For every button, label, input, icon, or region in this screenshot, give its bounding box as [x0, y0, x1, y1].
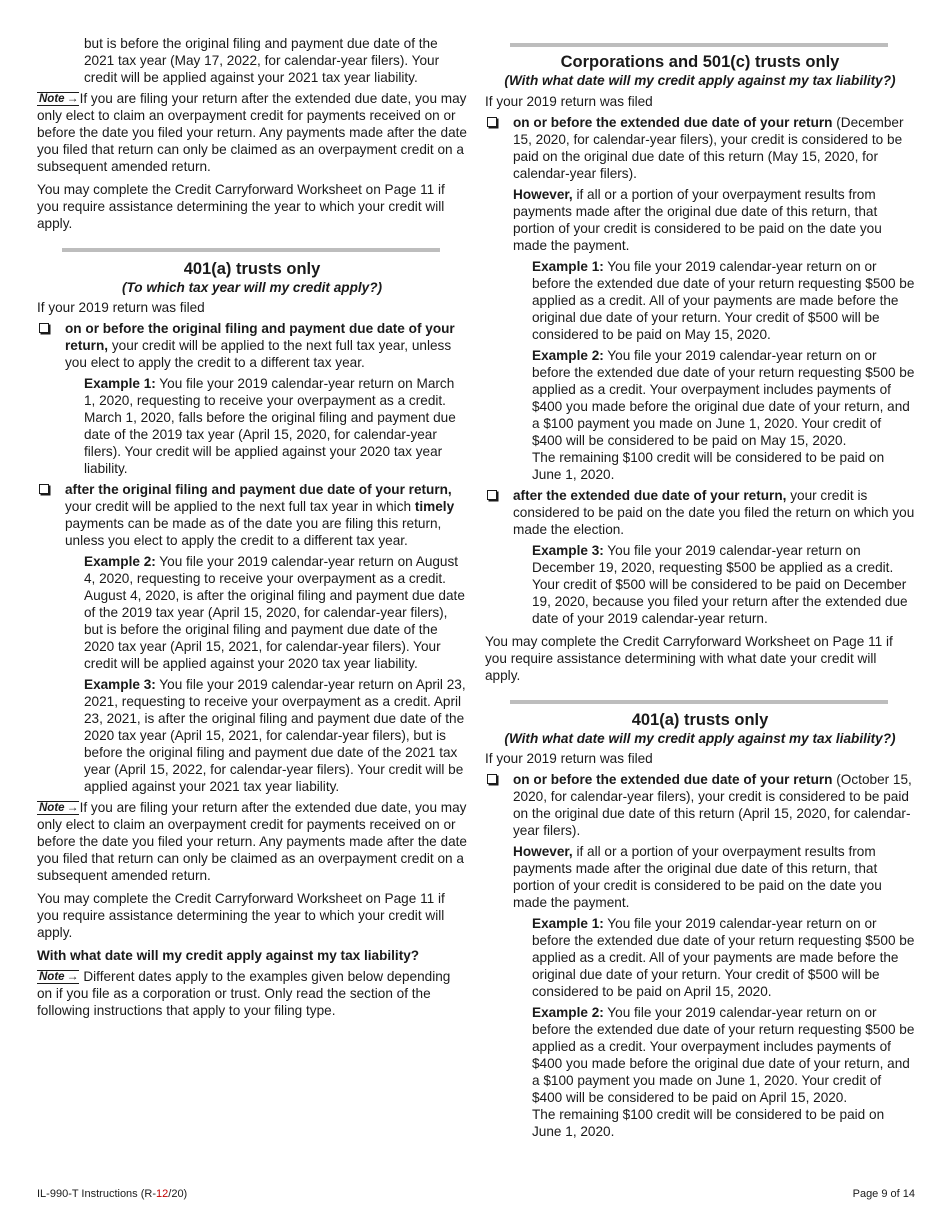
example-paragraph: Example 2: You file your 2019 calendar-year return on or before the extended due date of your return requesting $500 be applied as a credit. Your overpayment includes payments of $400 you made before the original due date of your return, and a $100 payment you made on June 1, 2020. Your credit of $400 will be considered to be paid on April 15, 2020. — [532, 1005, 915, 1105]
section-divider — [62, 248, 440, 252]
section-subtitle: (With what date will my credit apply against my tax liability?) — [504, 73, 896, 88]
left-column — [37, 0, 467, 1019]
note-paragraph: Note → If you are filing your return after the extended due date, you may only elect to claim an overpayment credit for payments received on or before the date you filed your return. Any payments made after the date you filed that return can only be claimed as an overpayment credit on a subsequent amended return. — [37, 91, 467, 174]
if-filed-label: If your 2019 return was filed — [485, 94, 653, 109]
checkbox-option: after the extended due date of your return, your credit is considered to be paid on the date you filed the return on which you made the election. — [485, 487, 915, 538]
example-paragraph: Example 1: You file your 2019 calendar-year return on or before the extended due date of your return requesting $500 be applied as a credit. All of your payments are made before the original due date of your return. Your credit of $500 will be considered to be paid on April 15, 2020. — [532, 916, 915, 999]
checkbox-option: after the original filing and payment due date of your return, your credit will be applied to the next full tax year in which timely payments can be made as of the date you are filing this return, unless you elect to apply the credit to a different tax year. — [37, 481, 467, 549]
if-filed-label: If your 2019 return was filed — [37, 300, 205, 315]
section-divider — [510, 43, 888, 47]
however-paragraph: However, if all or a portion of your overpayment results from payments made after the original due date of this return, that portion of your credit is considered to be paid on the date you made the payment. — [513, 844, 882, 910]
checkbox-icon — [487, 774, 497, 784]
example-remainder: The remaining $100 credit will be considered to be paid on June 1, 2020. — [532, 1107, 885, 1139]
checkbox-icon — [487, 490, 497, 500]
note-paragraph: Note → Different dates apply to the examples given below depending on if you file as a corporation or trust. Only read the section of the following instructions that apply to your filing type. — [37, 969, 451, 1018]
if-filed-label: If your 2019 return was filed — [485, 751, 653, 766]
checkbox-icon — [487, 117, 497, 127]
note-paragraph: Note → If you are filing your return after the extended due date, you may only elect to claim an overpayment credit for payments received on or before the date you filed your return. Any payments made after the date you filed that return can only be claimed as an overpayment credit on a subsequent amended return. — [37, 800, 467, 883]
section-subtitle: (With what date will my credit apply against my tax liability?) — [504, 731, 896, 746]
example-paragraph: Example 1: You file your 2019 calendar-year return on or before the extended due date of your return requesting $500 be applied as a credit. All of your payments are made before the original due date of your return. Your credit of $500 will be considered to be paid on May 15, 2020. — [532, 259, 915, 342]
example-paragraph: Example 1: You file your 2019 calendar-year return on March 1, 2020, requesting to receive your overpayment as a credit. March 1, 2020, falls before the original filing and payment due date of the 2019 tax year (April 15, 2020, for calendar-year filers). Your credit will be applied against your 2020 tax year liability. — [84, 376, 456, 476]
section-divider — [510, 700, 888, 704]
checkbox-icon — [39, 484, 49, 494]
note-icon: Note → — [39, 91, 79, 105]
checkbox-option: on or before the extended due date of your return (October 15, 2020, for calendar-year filers), your credit is considered to be paid on the original due date of this return (April 15, 2020, for calendar-year filers). — [485, 771, 915, 839]
section-title: Corporations and 501(c) trusts only — [560, 53, 840, 71]
worksheet-paragraph: You may complete the Credit Carryforward Worksheet on Page 11 if you require assistance determining the year to which your credit will apply. — [37, 891, 445, 940]
example-paragraph: Example 3: You file your 2019 calendar-year return on December 19, 2020, requesting $500 be applied as a credit. Your credit of $500 will be considered to be paid on December 19, 2020, because you filed your return after the extended due date of your 2019 calendar-year return. — [532, 543, 908, 626]
note-icon: Note → — [39, 800, 79, 814]
section-title: 401(a) trusts only — [631, 711, 769, 729]
section-subtitle: (To which tax year will my credit apply?) — [121, 280, 383, 295]
example-paragraph: Example 2: You file your 2019 calendar-year return on August 4, 2020, requesting to receive your overpayment as a credit. August 4, 2020, is after the original filing and payment due date of the 2019 tax year (April 15, 2020, for calendar-year filers), but is before the original filing and payment due date of the 2020 tax year (April 15, 2021, for calendar-year filers). Your credit will be applied against your 2020 tax year liability. — [84, 554, 465, 671]
note-icon: Note → — [39, 969, 79, 983]
subheading: With what date will my credit apply against my tax liability? — [37, 948, 420, 963]
worksheet-paragraph: You may complete the Credit Carryforward Worksheet on Page 11 if you require assistance determining the year to which your credit will apply. — [37, 182, 445, 231]
example-paragraph: Example 3: You file your 2019 calendar-year return on April 23, 2021, requesting to receive your overpayment as a credit. April 23, 2021, is after the original filing and payment due date of the 2020 tax year (April 15, 2021, for calendar-year filers), but is before the original filing and payment due date of the 2021 tax year (April 15, 2022, for calendar-year filers). Your credit will be applied against your 2021 tax year liability. — [84, 677, 466, 794]
however-paragraph: However, if all or a portion of your overpayment results from payments made after the original due date of this return, that portion of your credit is considered to be paid on the date you made the payment. — [513, 187, 882, 253]
form-revision: IL-990-T Instructions (R-12/20) — [37, 1188, 188, 1200]
section-title: 401(a) trusts only — [183, 260, 321, 278]
worksheet-paragraph: You may complete the Credit Carryforward Worksheet on Page 11 if you require assistance determining with what date your credit will apply. — [485, 634, 893, 683]
checkbox-icon — [39, 323, 49, 333]
example-remainder: The remaining $100 credit will be considered to be paid on June 1, 2020. — [532, 450, 885, 482]
checkbox-option: on or before the extended due date of your return (December 15, 2020, for calendar-year filers), your credit is considered to be paid on the original due date of this return (May 15, 2020, for calendar-year filers). — [485, 114, 915, 182]
checkbox-option: on or before the original filing and payment due date of your return, your credit will be applied to the next full tax year, unless you elect to apply the credit to a different tax year. — [37, 320, 467, 371]
page-number: Page 9 of 14 — [852, 1188, 915, 1200]
continued-example-text: but is before the original filing and payment due date of the 2021 tax year (May 17, 2022, for calendar-year filers). Your credit will be applied against your 2021 tax year liability. — [84, 36, 440, 85]
right-column — [485, 0, 915, 1140]
example-paragraph: Example 2: You file your 2019 calendar-year return on or before the extended due date of your return requesting $500 be applied as a credit. Your overpayment includes payments of $400 you made before the original due date of your return, and a $100 payment you made on June 1, 2020. Your credit of $400 will be considered to be paid on May 15, 2020. — [532, 348, 915, 448]
